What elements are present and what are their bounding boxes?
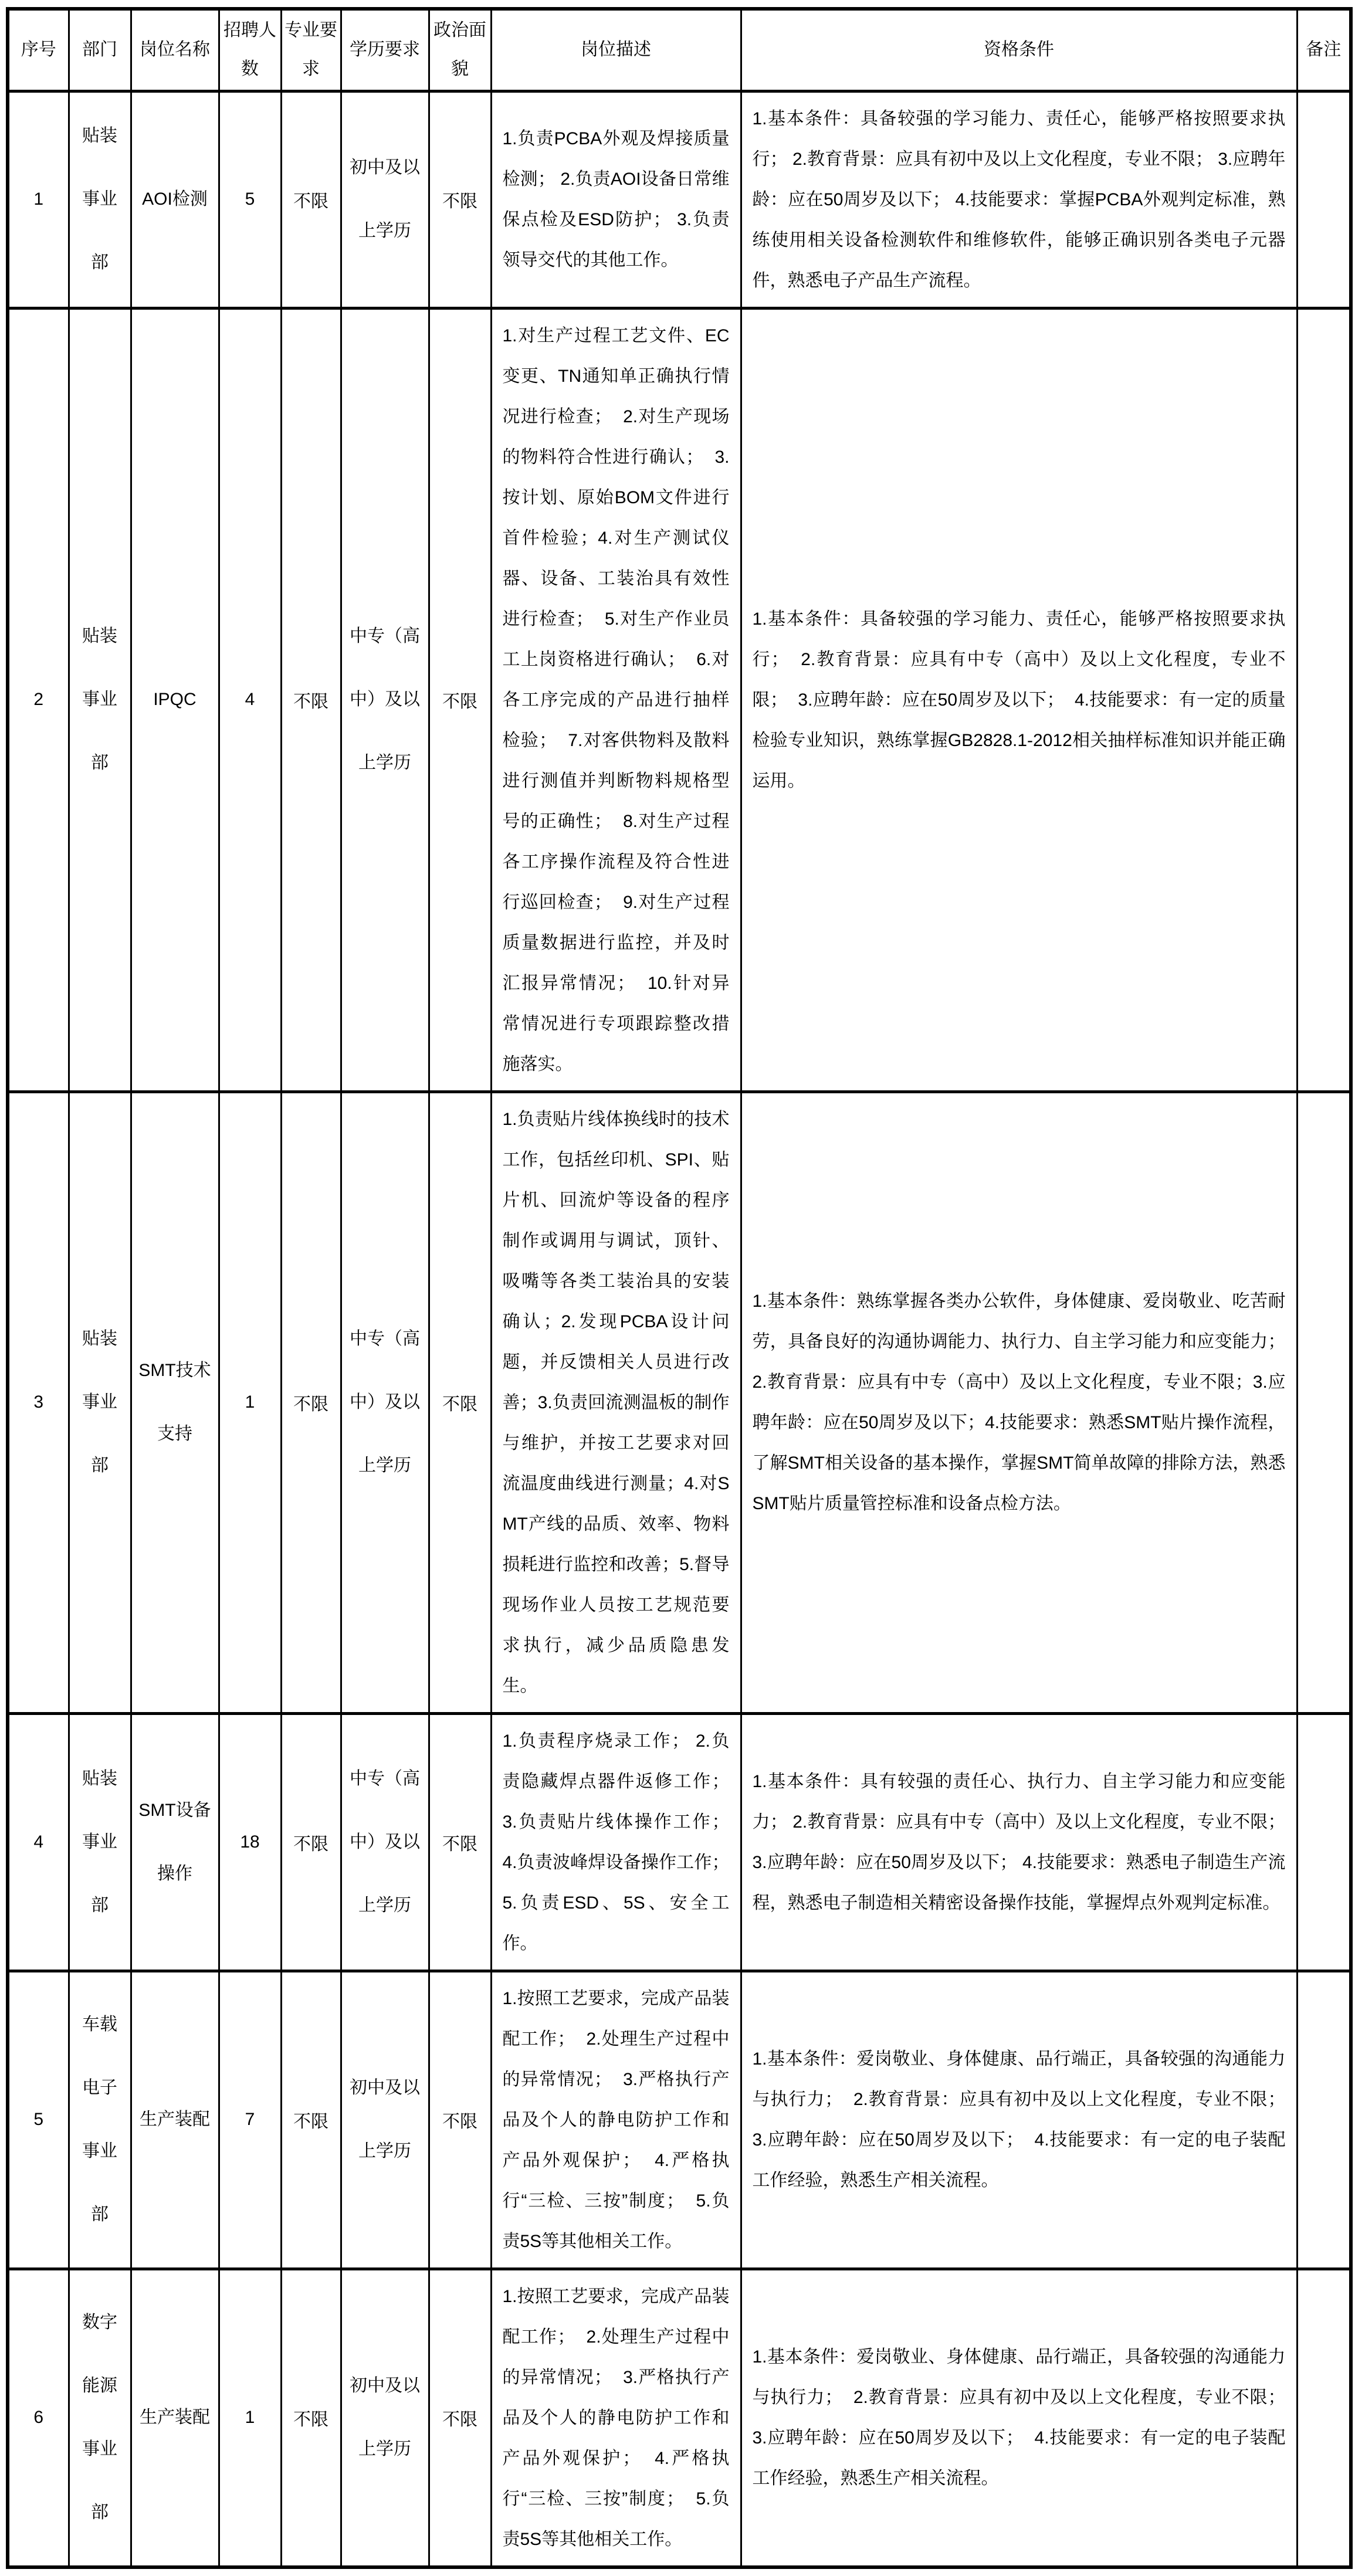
cell-department: 贴装事业部: [69, 1713, 131, 1971]
cell-major: 不限: [281, 1713, 341, 1971]
header-department: 部门: [69, 9, 131, 91]
table-row: [8, 308, 1351, 1092]
cell-major: 不限: [281, 2269, 341, 2567]
cell-remark: [1297, 308, 1351, 1092]
cell-department: 数字能源事业部: [69, 2269, 131, 2567]
cell-headcount: 18: [219, 1713, 281, 1971]
cell-education: 中专（高中）及以上学历: [341, 1092, 429, 1713]
cell-qualification: 1.基本条件：具备较强的学习能力、责任心，能够严格按照要求执行； 2.教育背景：应具有初中及以上文化程度，专业不限； 3.应聘年龄：应在50周岁及以下； 4.技能要求：掌握PCBA外观判定标准，熟练使用相关设备检测软件和维修软件，能够正确识别各类电子元器件，熟悉电子产品生产流程。: [741, 91, 1297, 308]
recruitment-table: [6, 7, 1353, 2569]
cell-education: 中专（高中）及以上学历: [341, 308, 429, 1092]
cell-education: 中专（高中）及以上学历: [341, 1713, 429, 1971]
cell-political-status: 不限: [429, 91, 491, 308]
cell-headcount: 1: [219, 1092, 281, 1713]
cell-department: 贴装事业部: [69, 91, 131, 308]
cell-headcount: 4: [219, 308, 281, 1092]
cell-remark: [1297, 2269, 1351, 2567]
cell-education: 初中及以上学历: [341, 1971, 429, 2269]
cell-job-description: 1.对生产过程工艺文件、EC变更、TN通知单正确执行情况进行检查； 2.对生产现场的物料符合性进行确认； 3.按计划、原始BOM文件进行首件检验；4.对生产测试仪器、设备、工装治具有效性进行检查； 5.对生产作业员工上岗资格进行确认； 6.对各工序完成的产品进行抽样检验； 7.对客供物料及散料进行测值并判断物料规格型号的正确性； 8.对生产过程各工序操作流程及符合性进行巡回检查； 9.对生产过程质量数据进行监控，并及时汇报异常情况； 10.针对异常情况进行专项跟踪整改措施落实。: [491, 308, 741, 1092]
cell-qualification: 1.基本条件：具备较强的学习能力、责任心，能够严格按照要求执行； 2.教育背景：应具有中专（高中）及以上文化程度，专业不限； 3.应聘年龄：应在50周岁及以下； 4.技能要求：有一定的质量检验专业知识，熟练掌握GB2828.1-2012相关抽样标准知识并能正确运用。: [741, 308, 1297, 1092]
cell-political-status: 不限: [429, 308, 491, 1092]
table-row: [8, 91, 1351, 308]
table-row: [8, 1971, 1351, 2269]
cell-serial: 6: [8, 2269, 69, 2567]
cell-job-description: 1.负责贴片线体换线时的技术工作，包括丝印机、SPI、贴片机、回流炉等设备的程序制作或调用与调试，顶针、吸嘴等各类工装治具的安装确认；2.发现PCBA设计问题，并反馈相关人员进行改善；3.负责回流测温板的制作与维护，并按工艺要求对回流温度曲线进行测量；4.对SMT产线的品质、效率、物料损耗进行监控和改善；5.督导现场作业人员按工艺规范要求执行，减少品质隐患发生。: [491, 1092, 741, 1713]
cell-remark: [1297, 1971, 1351, 2269]
cell-qualification: 1.基本条件：爱岗敬业、身体健康、品行端正，具备较强的沟通能力与执行力； 2.教育背景：应具有初中及以上文化程度，专业不限； 3.应聘年龄：应在50周岁及以下； 4.技能要求：有一定的电子装配工作经验，熟悉生产相关流程。: [741, 1971, 1297, 2269]
cell-position: IPQC: [131, 308, 219, 1092]
cell-position: AOI检测: [131, 91, 219, 308]
header-remark: 备注: [1297, 9, 1351, 91]
header-job-description: 岗位描述: [491, 9, 741, 91]
cell-department: 贴装事业部: [69, 1092, 131, 1713]
cell-education: 初中及以上学历: [341, 2269, 429, 2567]
cell-job-description: 1.按照工艺要求，完成产品装配工作； 2.处理生产过程中的异常情况； 3.严格执行产品及个人的静电防护工作和产品外观保护； 4.严格执行“三检、三按”制度； 5.负责5S等其他相关工作。: [491, 1971, 741, 2269]
header-qualification: 资格条件: [741, 9, 1297, 91]
table-row: [8, 1092, 1351, 1713]
cell-education: 初中及以上学历: [341, 91, 429, 308]
cell-serial: 2: [8, 308, 69, 1092]
cell-department: 贴装事业部: [69, 308, 131, 1092]
cell-position: SMT技术支持: [131, 1092, 219, 1713]
header-major: 专业要求: [281, 9, 341, 91]
table-row: [8, 1713, 1351, 1971]
cell-headcount: 7: [219, 1971, 281, 2269]
cell-political-status: 不限: [429, 1713, 491, 1971]
cell-job-description: 1.负责PCBA外观及焊接质量检测； 2.负责AOI设备日常维保点检及ESD防护； 3.负责领导交代的其他工作。: [491, 91, 741, 308]
header-serial: 序号: [8, 9, 69, 91]
cell-headcount: 1: [219, 2269, 281, 2567]
cell-position: 生产装配: [131, 2269, 219, 2567]
cell-job-description: 1.负责程序烧录工作； 2.负责隐藏焊点器件返修工作； 3.负责贴片线体操作工作； 4.负责波峰焊设备操作工作； 5.负责ESD、5S、安全工作。: [491, 1713, 741, 1971]
cell-serial: 3: [8, 1092, 69, 1713]
cell-headcount: 5: [219, 91, 281, 308]
header-education: 学历要求: [341, 9, 429, 91]
cell-major: 不限: [281, 1971, 341, 2269]
table-body: [8, 91, 1351, 2567]
cell-department: 车载电子事业部: [69, 1971, 131, 2269]
cell-qualification: 1.基本条件：具有较强的责任心、执行力、自主学习能力和应变能力； 2.教育背景：应具有中专（高中）及以上文化程度，专业不限； 3.应聘年龄：应在50周岁及以下； 4.技能要求：熟悉电子制造生产流程，熟悉电子制造相关精密设备操作技能，掌握焊点外观判定标准。: [741, 1713, 1297, 1971]
cell-position: SMT设备操作: [131, 1713, 219, 1971]
cell-remark: [1297, 1713, 1351, 1971]
cell-serial: 1: [8, 91, 69, 308]
header-row: [8, 9, 1351, 91]
cell-political-status: 不限: [429, 1971, 491, 2269]
cell-major: 不限: [281, 308, 341, 1092]
cell-political-status: 不限: [429, 1092, 491, 1713]
header-headcount: 招聘人数: [219, 9, 281, 91]
cell-position: 生产装配: [131, 1971, 219, 2269]
cell-serial: 4: [8, 1713, 69, 1971]
cell-major: 不限: [281, 91, 341, 308]
cell-serial: 5: [8, 1971, 69, 2269]
cell-political-status: 不限: [429, 2269, 491, 2567]
table-row: [8, 2269, 1351, 2567]
cell-qualification: 1.基本条件：爱岗敬业、身体健康、品行端正，具备较强的沟通能力与执行力； 2.教育背景：应具有初中及以上文化程度，专业不限； 3.应聘年龄：应在50周岁及以下； 4.技能要求：有一定的电子装配工作经验，熟悉生产相关流程。: [741, 2269, 1297, 2567]
cell-major: 不限: [281, 1092, 341, 1713]
header-position: 岗位名称: [131, 9, 219, 91]
cell-remark: [1297, 91, 1351, 308]
cell-job-description: 1.按照工艺要求，完成产品装配工作； 2.处理生产过程中的异常情况； 3.严格执行产品及个人的静电防护工作和产品外观保护； 4.严格执行“三检、三按”制度； 5.负责5S等其他相关工作。: [491, 2269, 741, 2567]
table-header: [8, 9, 1351, 91]
cell-qualification: 1.基本条件：熟练掌握各类办公软件，身体健康、爱岗敬业、吃苦耐劳，具备良好的沟通协调能力、执行力、自主学习能力和应变能力；2.教育背景：应具有中专（高中）及以上文化程度，专业不限；3.应聘年龄：应在50周岁及以下；4.技能要求：熟悉SMT贴片操作流程，了解SMT相关设备的基本操作，掌握SMT简单故障的排除方法，熟悉SMT贴片质量管控标准和设备点检方法。: [741, 1092, 1297, 1713]
cell-remark: [1297, 1092, 1351, 1713]
header-political-status: 政治面貌: [429, 9, 491, 91]
